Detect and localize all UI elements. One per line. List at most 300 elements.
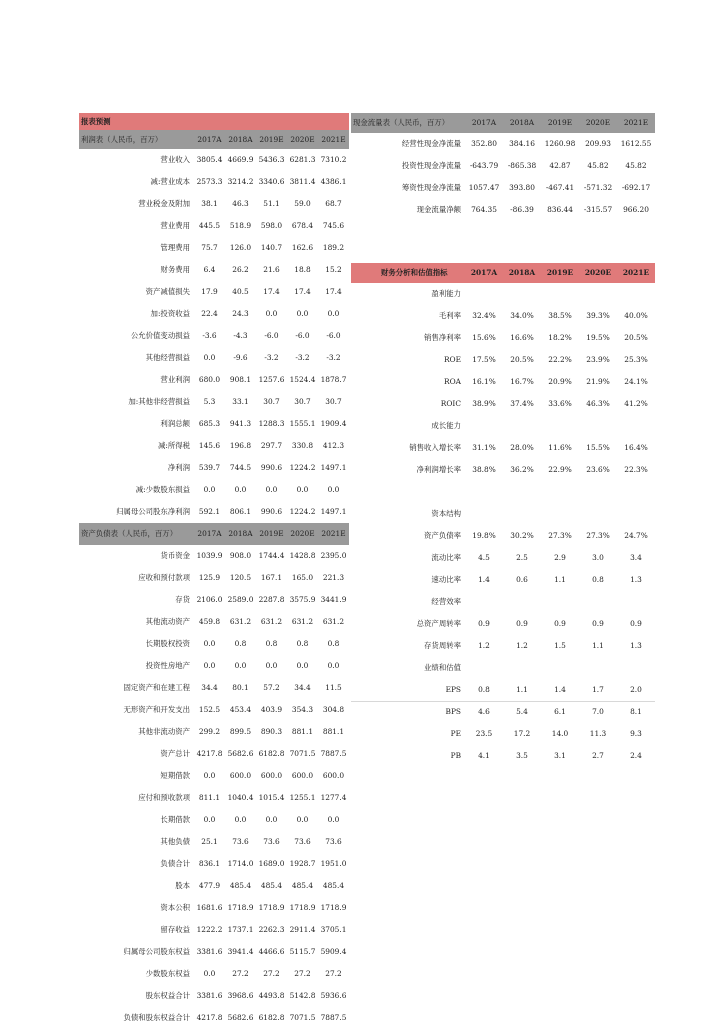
cell-value (503, 591, 541, 613)
cashflow-year-header: 2021E (617, 113, 655, 133)
cell-value: 5.3 (203, 397, 216, 406)
cell-value: 0.8 (234, 639, 247, 648)
cell-value: 990.6 (260, 463, 283, 472)
financial-year-header: 2017A (465, 263, 503, 283)
cell-value: 459.8 (198, 617, 221, 626)
cell-value: 598.0 (260, 221, 283, 230)
cell-value: 1718.9 (227, 903, 254, 912)
financial-row (351, 547, 655, 569)
row-label: 销售净利率 (424, 333, 461, 342)
cell-value: 3441.9 (320, 595, 347, 604)
cell-value: 1718.9 (320, 903, 347, 912)
cell-value: 46.3% (586, 399, 610, 408)
income-year-header: 2020E (287, 130, 318, 149)
cell-value: 1015.4 (258, 793, 285, 802)
row-label: PE (450, 729, 461, 738)
cell-value (579, 481, 617, 503)
cell-value: 7071.5 (289, 1013, 316, 1022)
cell-value: 34.4 (201, 683, 218, 692)
cell-value: 41.2% (624, 399, 648, 408)
row-label: 管理费用 (160, 243, 190, 252)
balance-row (79, 699, 349, 721)
cell-value: 6182.8 (258, 1013, 285, 1022)
cell-value: 22.4 (201, 309, 218, 318)
cell-value: 38.1 (201, 199, 218, 208)
row-label: 长期借款 (160, 815, 190, 824)
financial-row (351, 591, 655, 613)
income-row (79, 325, 349, 347)
cell-value (617, 657, 655, 679)
cell-value: 140.7 (260, 243, 283, 252)
row-label: 公允价值变动损益 (130, 331, 190, 340)
cell-value: 7.0 (592, 707, 604, 716)
cell-value: -571.32 (583, 183, 613, 192)
cell-value (579, 503, 617, 525)
cell-value: 1.4 (478, 575, 490, 584)
cell-value: -643.79 (469, 161, 499, 170)
financial-header-row (351, 263, 655, 283)
income-balance-table (79, 113, 349, 1029)
row-label: 其他经营损益 (145, 353, 190, 362)
income-row (79, 193, 349, 215)
cashflow-row (351, 155, 655, 177)
row-label: 盈利能力 (431, 289, 461, 298)
cell-value: 908.0 (229, 551, 252, 560)
cell-value: 0.8 (265, 639, 278, 648)
cell-value: 0.0 (265, 485, 278, 494)
balance-header: 资产负债表（人民币，百万） (79, 523, 194, 545)
cell-value (541, 591, 579, 613)
cell-value: 27.2 (325, 969, 342, 978)
financial-year-header: 2021E (617, 263, 655, 283)
cell-value: 162.6 (291, 243, 314, 252)
cell-value: 0.9 (478, 619, 490, 628)
cell-value: 22.3% (624, 465, 648, 474)
row-label: 负债和股东权益合计 (123, 1013, 190, 1022)
cell-value: 0.8 (592, 575, 604, 584)
cell-value: 46.3 (232, 199, 249, 208)
financial-row (351, 349, 655, 371)
cell-value: 304.8 (322, 705, 345, 714)
financial-row (351, 701, 655, 723)
cell-value: 4669.9 (227, 155, 254, 164)
cell-value: 73.6 (294, 837, 311, 846)
row-label: 加:投资收益 (150, 309, 190, 318)
cell-value: 34.4 (294, 683, 311, 692)
cell-value: 73.6 (232, 837, 249, 846)
cell-value (579, 283, 617, 305)
row-label: 筹资性现金净流量 (401, 183, 461, 192)
cell-value: 2262.3 (258, 925, 285, 934)
cell-value: 1277.4 (320, 793, 347, 802)
cell-value (541, 503, 579, 525)
cell-value: 1039.9 (196, 551, 223, 560)
income-row (79, 413, 349, 435)
cell-value: 3381.6 (196, 991, 223, 1000)
cell-value: 384.16 (509, 139, 535, 148)
cell-value (465, 283, 503, 305)
left-table-body (79, 113, 349, 1029)
cell-value (503, 481, 541, 503)
cell-value: 1.1 (516, 685, 528, 694)
cell-value: 2589.0 (227, 595, 254, 604)
income-year-header: 2019E (256, 130, 287, 149)
row-label: 归属母公司股东净利润 (116, 507, 190, 516)
balance-year-header: 2020E (287, 523, 318, 545)
cell-value: 297.7 (260, 441, 283, 450)
cell-value: 3575.9 (289, 595, 316, 604)
cell-value (465, 481, 503, 503)
cell-value: 5682.6 (227, 1013, 254, 1022)
cashflow-header: 现金流量表（人民币，百万） (351, 113, 465, 133)
cell-value: 19.5% (586, 333, 610, 342)
cell-value: 806.1 (229, 507, 252, 516)
income-row (79, 237, 349, 259)
cell-value: 0.0 (327, 661, 340, 670)
row-label: 归属母公司股东权益 (123, 947, 190, 956)
cell-value: 403.9 (260, 705, 283, 714)
cell-value: 25.3% (624, 355, 648, 364)
cell-value: 1224.2 (289, 507, 316, 516)
cell-value: 1909.4 (320, 419, 347, 428)
cell-value: -6.0 (326, 331, 341, 340)
cell-value: 30.7 (325, 397, 342, 406)
cell-value: 24.7% (624, 531, 648, 540)
cell-value: 445.5 (198, 221, 221, 230)
cell-value: 0.9 (592, 619, 604, 628)
row-label: 货币资金 (160, 551, 190, 560)
row-label: 资本公积 (160, 903, 190, 912)
cell-value: 3705.1 (320, 925, 347, 934)
cell-value (617, 481, 655, 503)
cashflow-year-header: 2017A (465, 113, 503, 133)
cell-value: 221.3 (322, 573, 345, 582)
cell-value: 5.4 (516, 707, 528, 716)
financial-row (351, 459, 655, 481)
cell-value: 966.20 (623, 205, 649, 214)
cell-value: 21.6 (263, 265, 280, 274)
cell-value: 1718.9 (289, 903, 316, 912)
cell-value: 2.5 (516, 553, 528, 562)
cell-value: 17.9 (201, 287, 218, 296)
cell-value: 38.8% (472, 465, 496, 474)
balance-row (79, 919, 349, 941)
cell-value: 75.7 (201, 243, 218, 252)
cell-value: 57.2 (263, 683, 280, 692)
cell-value: 1.2 (478, 641, 490, 650)
cell-value: 15.2 (325, 265, 342, 274)
cell-value: 0.0 (296, 815, 309, 824)
row-label: 留存收益 (160, 925, 190, 934)
cell-value: -9.6 (233, 353, 248, 362)
cell-value: 16.7% (510, 377, 534, 386)
cell-value: 20.5% (624, 333, 648, 342)
financial-row (351, 503, 655, 525)
cell-value: 0.0 (296, 661, 309, 670)
cell-value: 1497.1 (320, 463, 347, 472)
financial-row (351, 745, 655, 767)
cashflow-row (351, 177, 655, 199)
cell-value: 80.1 (232, 683, 249, 692)
cell-value: 3381.6 (196, 947, 223, 956)
cell-value: 2.0 (630, 685, 642, 694)
cell-value: 0.0 (327, 485, 340, 494)
row-label: 短期借款 (160, 771, 190, 780)
income-row (79, 281, 349, 303)
income-row (79, 347, 349, 369)
cell-value: -86.39 (510, 205, 534, 214)
cell-value: -6.0 (264, 331, 279, 340)
cell-value: 5115.7 (289, 947, 316, 956)
cell-value: 9.3 (630, 729, 642, 738)
cell-value (465, 415, 503, 437)
row-label: 存货 (175, 595, 190, 604)
cell-value: 352.80 (471, 139, 497, 148)
balance-year-header: 2021E (318, 523, 349, 545)
income-row (79, 303, 349, 325)
cashflow-row (351, 199, 655, 221)
row-label: 现金流量净额 (416, 205, 461, 214)
financial-year-header: 2018A (503, 263, 541, 283)
cell-value: 28.0% (510, 443, 534, 452)
cell-value: 600.0 (291, 771, 314, 780)
balance-row (79, 633, 349, 655)
cell-value: 20.9% (548, 377, 572, 386)
cell-value: 45.82 (625, 161, 647, 170)
financial-header: 财务分析和估值指标 (351, 263, 465, 283)
balance-year-header: 2019E (256, 523, 287, 545)
cell-value: 73.6 (263, 837, 280, 846)
cell-value: 811.1 (198, 793, 221, 802)
row-label (351, 481, 465, 503)
row-label: ROA (444, 377, 461, 386)
row-label: 速动比率 (431, 575, 461, 584)
cell-value: 2.9 (554, 553, 566, 562)
cell-value: 5682.6 (227, 749, 254, 758)
cell-value: 881.1 (322, 727, 345, 736)
cashflow-year-header: 2020E (579, 113, 617, 133)
row-label: 存货周转率 (424, 641, 461, 650)
cell-value: 0.9 (630, 619, 642, 628)
cell-value: 5436.3 (258, 155, 285, 164)
cell-value: 990.6 (260, 507, 283, 516)
financial-table-body (351, 263, 655, 767)
cell-value: -4.3 (233, 331, 248, 340)
row-label: 资产减值损失 (145, 287, 190, 296)
row-label: 少数股东权益 (145, 969, 190, 978)
balance-row (79, 809, 349, 831)
cell-value: 680.0 (198, 375, 221, 384)
cell-value (541, 283, 579, 305)
row-label: 销售收入增长率 (409, 443, 461, 452)
cell-value: 1057.47 (468, 183, 500, 192)
cell-value: 15.5% (586, 443, 610, 452)
row-label: 营业利润 (160, 375, 190, 384)
cashflow-table (351, 113, 655, 221)
cell-value: 36.2% (510, 465, 534, 474)
balance-row (79, 655, 349, 677)
income-header: 利润表（人民币，百万） (79, 130, 194, 149)
balance-row (79, 1007, 349, 1029)
cell-value (617, 591, 655, 613)
cell-value: 0.6 (516, 575, 528, 584)
row-label: 经营性现金净流量 (401, 139, 461, 148)
cell-value: 152.5 (198, 705, 221, 714)
cell-value: 1288.3 (258, 419, 285, 428)
cell-value (465, 657, 503, 679)
cell-value: 412.3 (322, 441, 345, 450)
cell-value: 1224.2 (289, 463, 316, 472)
row-label: 固定资产和在建工程 (123, 683, 190, 692)
cell-value: 33.6% (548, 399, 572, 408)
cell-value: -692.17 (621, 183, 651, 192)
forecast-title: 报表预测 (79, 113, 349, 130)
cell-value: 23.5 (475, 729, 493, 738)
financial-row (351, 481, 655, 503)
cell-value: 1.1 (592, 641, 604, 650)
cell-value: 6.4 (203, 265, 216, 274)
row-label: 成长能力 (431, 421, 461, 430)
cell-value: 27.2 (294, 969, 311, 978)
cell-value: -3.2 (264, 353, 279, 362)
cell-value: 485.4 (291, 881, 314, 890)
cell-value: 8.1 (630, 707, 642, 716)
cell-value: 485.4 (260, 881, 283, 890)
cell-value (503, 503, 541, 525)
row-label: 减:营业成本 (150, 177, 190, 186)
financial-row (351, 679, 655, 701)
cell-value: 1612.55 (620, 139, 652, 148)
row-label: 经营效率 (431, 597, 461, 606)
cell-value: 7310.2 (320, 155, 347, 164)
cell-value: 1737.1 (227, 925, 254, 934)
cell-value: 600.0 (322, 771, 345, 780)
cell-value: 30.7 (263, 397, 280, 406)
cell-value: 23.9% (586, 355, 610, 364)
cell-value: 678.4 (291, 221, 314, 230)
cell-value: 1257.6 (258, 375, 285, 384)
cell-value: 0.8 (296, 639, 309, 648)
cell-value: 631.2 (260, 617, 283, 626)
row-label: BPS (445, 707, 461, 716)
row-label: 应收和预付款项 (138, 573, 190, 582)
cell-value: 3805.4 (196, 155, 223, 164)
cell-value: 17.4 (263, 287, 280, 296)
forecast-title-row (79, 113, 349, 130)
cell-value: 45.82 (587, 161, 609, 170)
cell-value: 745.6 (322, 221, 345, 230)
cell-value: 126.0 (229, 243, 252, 252)
row-label: 股东权益合计 (145, 991, 190, 1000)
cell-value: 27.2 (263, 969, 280, 978)
cell-value: 40.0% (624, 311, 648, 320)
cell-value: 0.9 (516, 619, 528, 628)
cell-value: 38.5% (548, 311, 572, 320)
cell-value: 485.4 (322, 881, 345, 890)
cell-value: 16.6% (510, 333, 534, 342)
cell-value: 27.2 (232, 969, 249, 978)
row-label: 业绩和估值 (424, 663, 461, 672)
cell-value: 3214.2 (227, 177, 254, 186)
cell-value: 600.0 (229, 771, 252, 780)
cell-value: 0.8 (327, 639, 340, 648)
cell-value: 4466.6 (258, 947, 285, 956)
cell-value: 4.6 (478, 707, 490, 716)
cell-value (579, 657, 617, 679)
cell-value: 39.3% (586, 311, 610, 320)
financial-year-header: 2020E (579, 263, 617, 283)
cell-value: 42.87 (549, 161, 571, 170)
cell-value: 0.9 (554, 619, 566, 628)
cell-value: -3.2 (295, 353, 310, 362)
cell-value: 209.93 (585, 139, 611, 148)
cell-value (503, 657, 541, 679)
cell-value: 11.6% (548, 443, 572, 452)
cashflow-year-header: 2018A (503, 113, 541, 133)
cell-value: 1.4 (554, 685, 566, 694)
balance-row (79, 611, 349, 633)
cell-value: 1.3 (630, 641, 642, 650)
cell-value: 2287.8 (258, 595, 285, 604)
cell-value: 1.5 (554, 641, 566, 650)
cell-value: 2106.0 (196, 595, 223, 604)
cell-value: 3340.6 (258, 177, 285, 186)
cell-value: 3968.6 (227, 991, 254, 1000)
cell-value: 1714.0 (227, 859, 254, 868)
row-label: 资产总计 (160, 749, 190, 758)
row-label: 营业收入 (160, 155, 190, 164)
balance-year-header: 2017A (194, 523, 225, 545)
cell-value: 0.0 (203, 639, 216, 648)
row-label: 资产负债率 (424, 531, 461, 540)
cell-value: 37.4% (510, 399, 534, 408)
cell-value: 1428.8 (289, 551, 316, 560)
cell-value: 0.0 (203, 353, 216, 362)
row-label: 负债合计 (160, 859, 190, 868)
cell-value: 1.1 (554, 575, 566, 584)
cell-value: 2573.3 (196, 177, 223, 186)
cell-value: 631.2 (229, 617, 252, 626)
cell-value: 38.9% (472, 399, 496, 408)
financial-row (351, 437, 655, 459)
row-label: 总资产周转率 (416, 619, 461, 628)
cell-value: 7887.5 (320, 749, 347, 758)
cell-value: 0.0 (327, 309, 340, 318)
cell-value (617, 503, 655, 525)
financial-row (351, 327, 655, 349)
financial-row (351, 371, 655, 393)
cell-value: 299.2 (198, 727, 221, 736)
cell-value: 0.0 (234, 661, 247, 670)
cell-value: 0.0 (234, 815, 247, 824)
financial-year-header: 2019E (541, 263, 579, 283)
cell-value: 518.9 (229, 221, 252, 230)
cell-value: 0.0 (327, 815, 340, 824)
cell-value: 1497.1 (320, 507, 347, 516)
cell-value: 25.1 (201, 837, 218, 846)
cell-value: 453.4 (229, 705, 252, 714)
cell-value: 0.0 (265, 661, 278, 670)
income-row (79, 479, 349, 501)
row-label: ROE (443, 355, 461, 364)
cell-value: 1681.6 (196, 903, 223, 912)
cell-value: 68.7 (325, 199, 342, 208)
cell-value: 1.2 (516, 641, 528, 650)
cell-value: 1.7 (592, 685, 604, 694)
row-label: 资本结构 (431, 509, 461, 518)
row-label: 加:其他非经营损益 (128, 397, 190, 406)
cell-value: 24.3 (232, 309, 249, 318)
